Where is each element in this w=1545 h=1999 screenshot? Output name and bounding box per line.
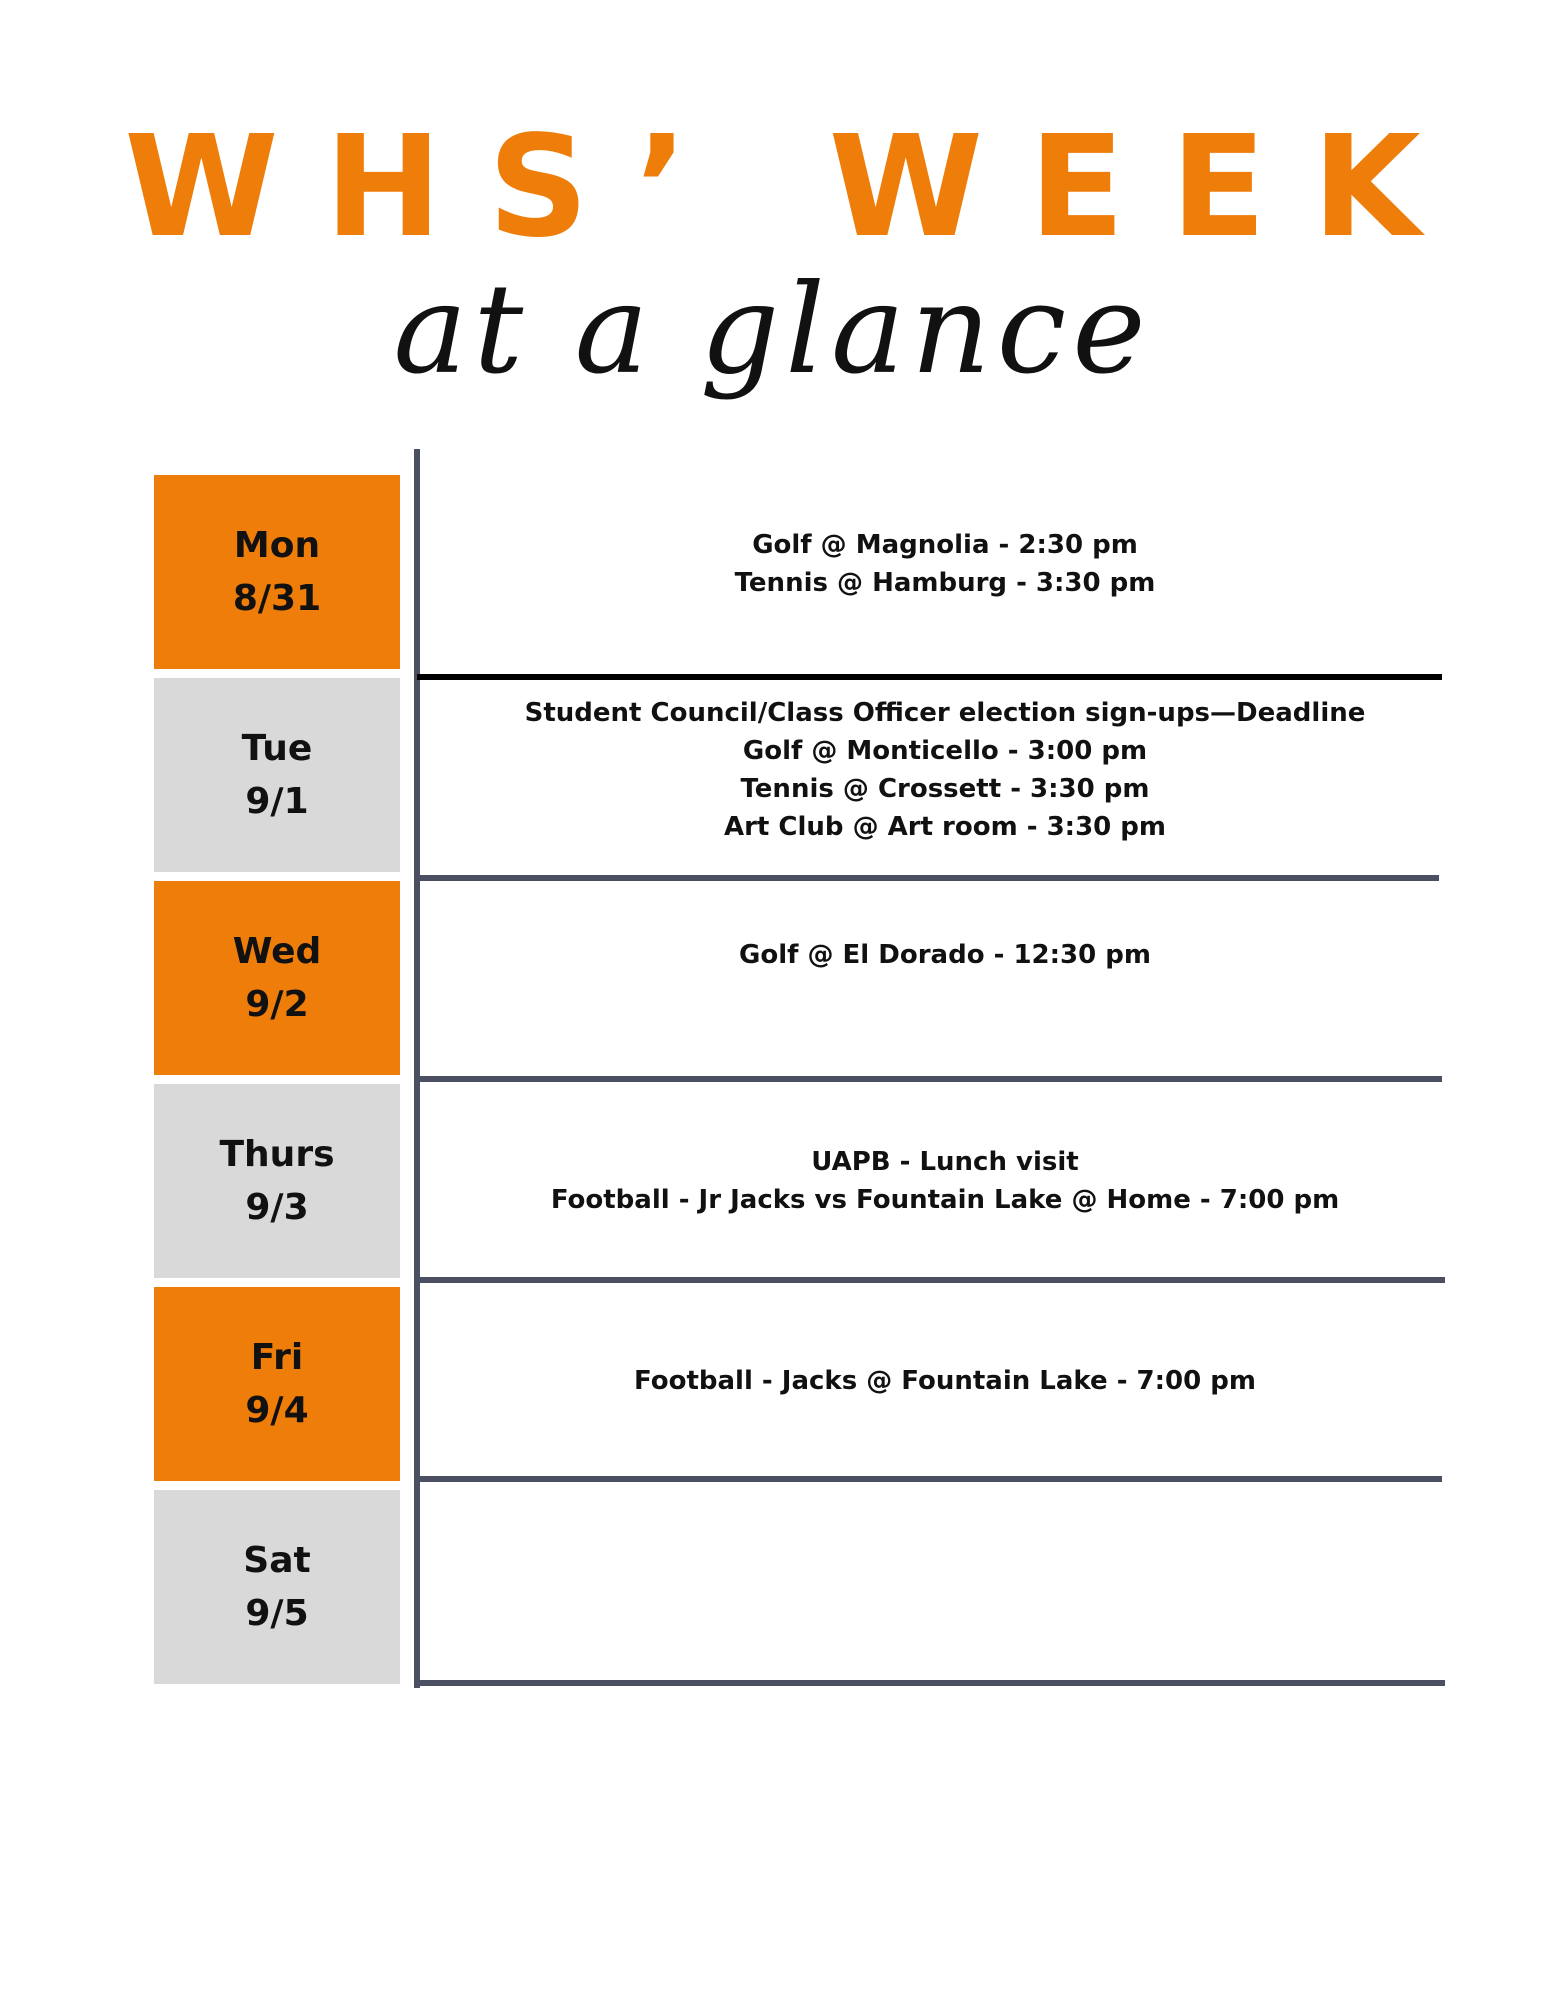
day-box-mon xyxy=(154,475,400,669)
day-box-tue xyxy=(154,678,400,872)
event-item: Golf @ Magnolia - 2:30 pm xyxy=(752,530,1138,560)
day-date: 9/5 xyxy=(245,1593,309,1634)
day-date: 9/1 xyxy=(245,781,309,822)
day-name: Tue xyxy=(241,728,313,769)
event-item: Art Club @ Art room - 3:30 pm xyxy=(723,812,1167,842)
day-box-sat xyxy=(154,1490,400,1684)
page-title: WHS’ WEEK xyxy=(124,106,1467,269)
day-name: Fri xyxy=(250,1337,304,1378)
event-item: Tennis @ Crossett - 3:30 pm xyxy=(740,774,1150,804)
day-name: Sat xyxy=(243,1540,311,1581)
day-date: 9/2 xyxy=(245,984,309,1025)
event-item: Golf @ Monticello - 3:00 pm xyxy=(742,736,1148,766)
day-date: 8/31 xyxy=(232,578,322,619)
events-thurs xyxy=(420,1143,1470,1219)
day-date: 9/3 xyxy=(245,1187,309,1228)
event-item: UAPB - Lunch visit xyxy=(811,1147,1079,1177)
page-subtitle: at a glance xyxy=(393,258,1152,402)
event-item: Football - Jr Jacks vs Fountain Lake @ Home - 7:00 pm xyxy=(550,1185,1340,1215)
row-divider xyxy=(417,875,1439,881)
day-name: Mon xyxy=(233,525,321,566)
event-item: Golf @ El Dorado - 12:30 pm xyxy=(739,940,1151,970)
row-divider xyxy=(417,1476,1442,1482)
row-divider xyxy=(417,1277,1445,1283)
day-name: Wed xyxy=(232,931,322,972)
events-wed xyxy=(420,936,1470,974)
events-fri xyxy=(420,1362,1470,1400)
day-box-thurs xyxy=(154,1084,400,1278)
day-date: 9/4 xyxy=(245,1390,309,1431)
events-tue xyxy=(420,694,1470,846)
row-divider xyxy=(417,1076,1442,1082)
row-divider xyxy=(417,1680,1445,1686)
event-item: Tennis @ Hamburg - 3:30 pm xyxy=(734,568,1156,598)
day-name: Thurs xyxy=(219,1134,335,1175)
row-divider xyxy=(417,674,1442,680)
event-item: Student Council/Class Officer election sign-ups—Deadline xyxy=(524,698,1366,728)
day-box-wed xyxy=(154,881,400,1075)
schedule-vertical-divider xyxy=(414,449,420,1688)
day-box-fri xyxy=(154,1287,400,1481)
event-item: Football - Jacks @ Fountain Lake - 7:00 pm xyxy=(634,1366,1256,1396)
events-mon xyxy=(420,526,1470,602)
